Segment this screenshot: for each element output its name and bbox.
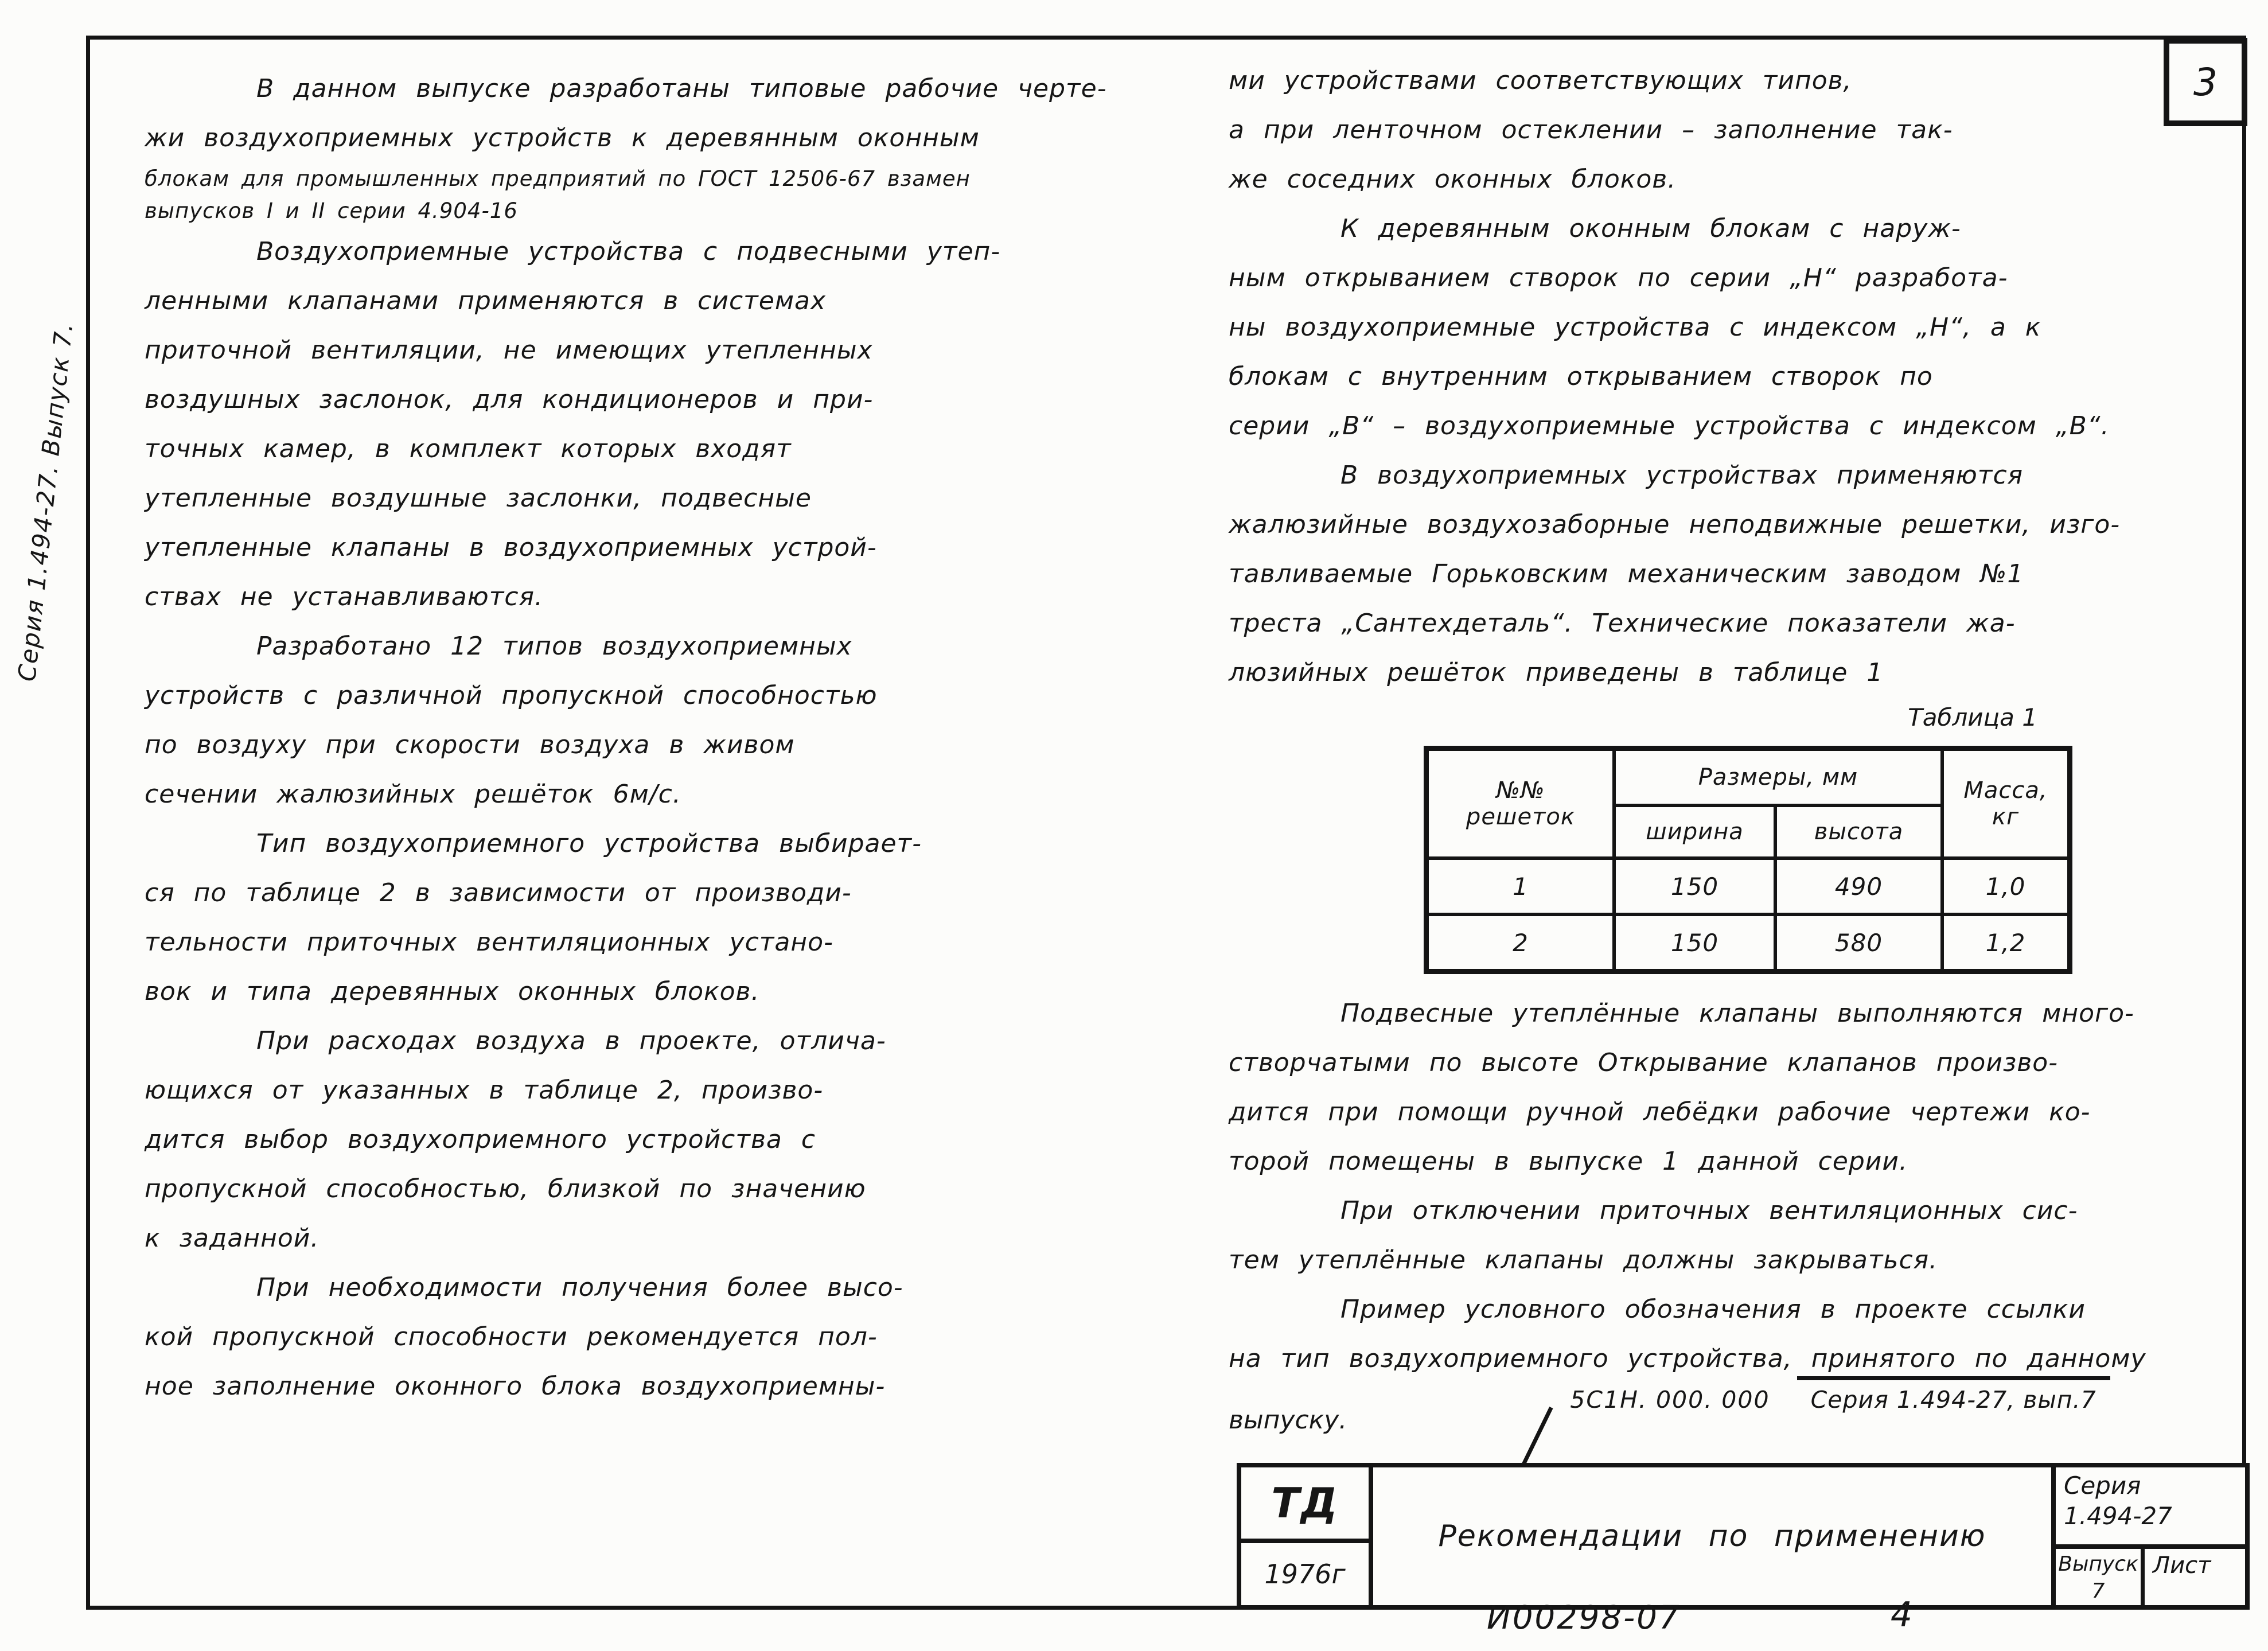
text-line: ленными клапанами применяются в системах [145, 286, 827, 316]
sheet-title: Рекомендации по применению [1373, 1467, 2056, 1605]
text-line: же соседних оконных блоков. [1229, 165, 1677, 194]
text-line: устройств с различной пропускной способностью [145, 681, 878, 710]
text-line: по воздуху при скорости воздуха в живом [145, 730, 795, 760]
text-line: серии „В“ – воздухоприемные устройства с индексом „В“. [1229, 411, 2110, 441]
table-cell: 490 [1775, 858, 1942, 914]
table-subheader-height: высота [1775, 805, 1942, 858]
text-line: Подвесные утеплённые клапаны выполняются много- [1340, 999, 2134, 1028]
table-cell: 1,0 [1942, 858, 2070, 914]
text-line: тавливаемые Горьковским механическим заводом №1 [1229, 559, 2024, 589]
sheet-label: Лист [2153, 1552, 2211, 1579]
table-header-text: кг [1992, 804, 2020, 830]
text-line: блокам для промышленных предприятий по ГОСТ 12506-67 взамен [145, 166, 971, 191]
text-line: ны воздухоприемные устройства с индексом „Н“, а к [1229, 313, 2041, 342]
designation-denominator: Серия 1.494-27, вып.7 [1797, 1376, 2110, 1414]
left-text-column [145, 64, 1166, 1411]
table-cell: 1 [1427, 858, 1615, 914]
table-header-mass [1942, 749, 2070, 859]
series-cell [2056, 1467, 2245, 1549]
footer-handwritten-number: 4 [1891, 1595, 1913, 1635]
margin-series-note: Серия 1.494-27. Выпуск 7. [13, 320, 79, 683]
text-line: ное заполнение оконного блока воздухоприемны- [145, 1372, 886, 1401]
designation-numerator: 5С1Н. 000. 000 [1570, 1386, 1770, 1414]
page-number: 3 [2193, 60, 2218, 104]
text-line: При расходах воздуха в проекте, отлича- [256, 1026, 886, 1056]
table-header-text: решеток [1466, 804, 1576, 830]
title-block-year: 1976г [1264, 1559, 1346, 1590]
text-line: на тип воздухоприемного устройства, принятого по данному [1229, 1344, 2146, 1373]
series-label: Серия [2064, 1471, 2141, 1500]
text-line: треста „Сантехдеталь“. Технические показатели жа- [1229, 609, 2016, 638]
text-line: кой пропускной способности рекомендуется пол- [145, 1322, 878, 1352]
right-text-column [1229, 56, 2227, 1495]
table-header-text: Масса, [1963, 777, 2048, 804]
table-subheader-width: ширина [1614, 805, 1775, 858]
text-line: ным открыванием створок по серии „Н“ разработа- [1229, 263, 2008, 293]
issue-cell [2056, 1549, 2145, 1605]
text-line: к заданной. [145, 1224, 319, 1253]
text-line: К деревянным оконным блокам с наруж- [1340, 214, 1961, 243]
text-line: ющихся от указанных в таблице 2, произво- [145, 1076, 824, 1105]
title-block [1237, 1463, 2250, 1610]
text-line: дится при помощи ручной лебёдки рабочие чертежи ко- [1229, 1097, 2091, 1127]
text-line: ся по таблице 2 в зависимости от производи- [145, 878, 852, 908]
text-line: При необходимости получения более высо- [256, 1273, 903, 1302]
footer-inventory-code: И00298-07 [1487, 1599, 1681, 1637]
grille-dimensions-table [1424, 746, 2072, 974]
text-line: Разработано 12 типов воздухоприемных [256, 632, 852, 661]
text-line: выпусков I и II серии 4.904-16 [145, 198, 518, 223]
text-line: Воздухоприемные устройства с подвесными утеп- [256, 237, 1001, 266]
text-line: ствах не устанавливаются. [145, 582, 543, 612]
table-row [1427, 914, 2070, 972]
text-line: вок и типа деревянных оконных блоков. [145, 977, 760, 1006]
issue-label: Выпуск [2058, 1552, 2138, 1576]
text-line: воздушных заслонок, для кондиционеров и при- [145, 385, 874, 414]
text-line: тельности приточных вентиляционных устано- [145, 928, 833, 957]
text-line: сечении жалюзийных решёток 6м/с. [145, 780, 681, 809]
table-cell: 2 [1427, 914, 1615, 972]
designation-prefix: выпуску. [1229, 1405, 1347, 1435]
issue-value: 7 [2091, 1579, 2105, 1603]
table-header-text: №№ [1496, 777, 1545, 804]
text-line: дится выбор воздухоприемного устройства с [145, 1125, 816, 1154]
table-header-grille-number [1427, 749, 1615, 859]
text-line: утепленные клапаны в воздухоприемных устрой- [145, 533, 877, 562]
table-header-dimensions: Размеры, мм [1614, 749, 1942, 806]
table-cell: 580 [1775, 914, 1942, 972]
text-line: В данном выпуске разработаны типовые рабочие черте- [256, 74, 1107, 103]
designation-fraction [1550, 1386, 2110, 1417]
text-line: ми устройствами соответствующих типов, [1229, 66, 1852, 95]
text-line: утепленные воздушные заслонки, подвесные [145, 484, 812, 513]
text-line: Тип воздухоприемного устройства выбирает- [256, 829, 922, 858]
text-line: жалюзийные воздухозаборные неподвижные решетки, изго- [1229, 510, 2121, 539]
text-line: торой помещены в выпуске 1 данной серии. [1229, 1147, 1908, 1176]
text-line: а при ленточном остеклении – заполнение так- [1229, 115, 1953, 145]
text-line: пропускной способностью, близкой по значению [145, 1174, 866, 1204]
text-line: тем утеплённые клапаны должны закрываться. [1229, 1245, 1938, 1275]
text-line: В воздухоприемных устройствах применяются [1340, 461, 2024, 490]
text-line: Пример условного обозначения в проекте ссылки [1340, 1295, 2086, 1324]
table-cell: 150 [1614, 858, 1775, 914]
table-caption: Таблица 1 [1908, 703, 2037, 731]
title-block-series-column [2056, 1467, 2245, 1605]
org-logo: ТД [1241, 1467, 1369, 1543]
table-row [1427, 858, 2070, 914]
text-line: люзийных решёток приведены в таблице 1 [1229, 658, 1884, 687]
text-line: блокам с внутренним открыванием створок по [1229, 362, 1933, 391]
text-line: жи воздухоприемных устройств к деревянным оконным [145, 123, 980, 153]
title-block-logo-column [1241, 1467, 1373, 1605]
series-value: 1.494-27 [2064, 1501, 2172, 1530]
sheet-cell [2145, 1549, 2245, 1605]
table-cell: 150 [1614, 914, 1775, 972]
table-cell: 1,2 [1942, 914, 2070, 972]
text-line: точных камер, в комплект которых входят [145, 434, 792, 464]
text-line: При отключении приточных вентиляционных сис- [1340, 1196, 2078, 1225]
text-line: створчатыми по высоте Открывание клапанов произво- [1229, 1048, 2059, 1077]
text-line: приточной вентиляции, не имеющих утепленных [145, 336, 873, 365]
